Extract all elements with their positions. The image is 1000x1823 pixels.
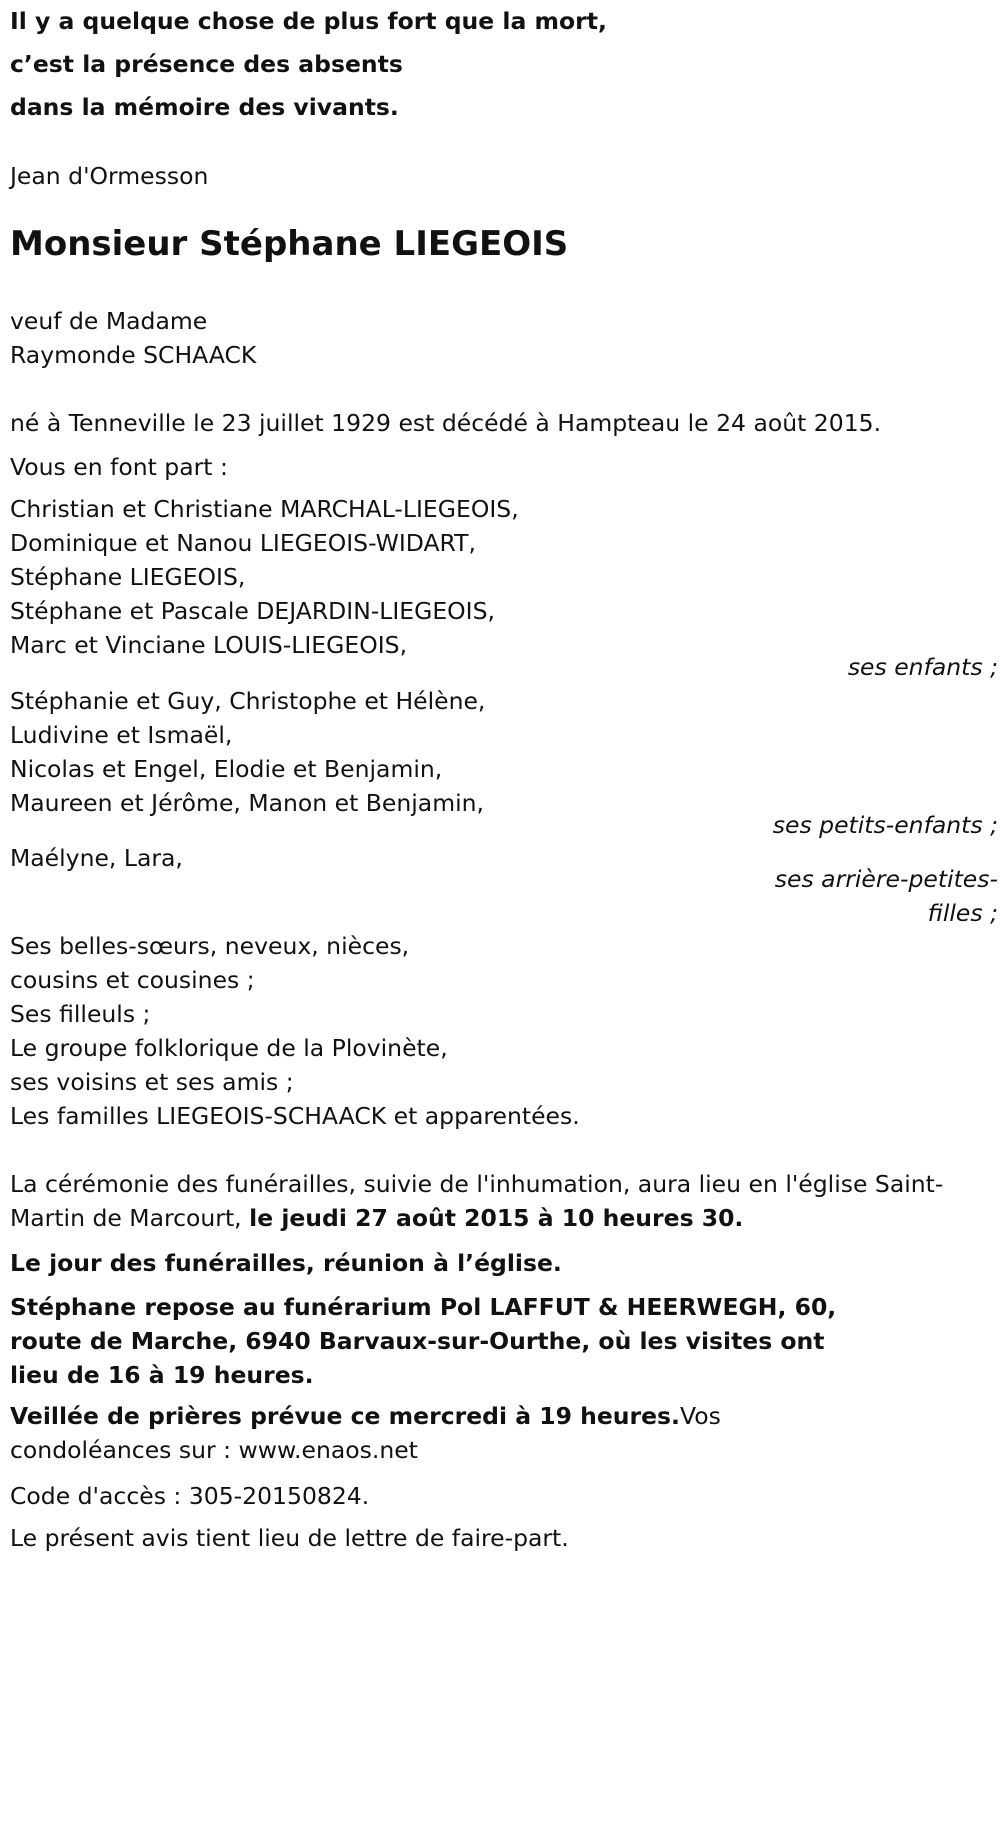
quote-line-1: Il y a quelque chose de plus fort que la mort,: [10, 7, 607, 35]
spouse-line-2: Raymonde SCHAACK: [10, 341, 257, 369]
ceremony-paragraph: [10, 1167, 998, 1235]
other-relatives-line: Ses belles-sœurs, neveux, nièces,: [10, 932, 410, 960]
vigil-text: Vos condoléances sur : www.enaos.net: [10, 1402, 721, 1464]
child-name: Dominique et Nanou LIEGEOIS-WIDART,: [10, 529, 476, 557]
quote-line-3: dans la mémoire des vivants.: [10, 93, 399, 121]
vigil-paragraph: [10, 1399, 840, 1467]
deceased-name: Monsieur Stéphane LIEGEOIS: [10, 224, 569, 264]
great-grandchildren-role-2: filles ;: [927, 899, 998, 927]
children-role: ses enfants ;: [847, 653, 998, 681]
other-relatives-line: cousins et cousines ;: [10, 966, 255, 994]
other-relatives-line: Le groupe folklorique de la Plovinète,: [10, 1034, 448, 1062]
other-relatives-line: Ses filleuls ;: [10, 1000, 151, 1028]
grandchild-name: Maureen et Jérôme, Manon et Benjamin,: [10, 789, 484, 817]
child-name: Stéphane LIEGEOIS,: [10, 563, 246, 591]
quote-author: Jean d'Ormesson: [10, 162, 209, 190]
grandchild-name: Nicolas et Engel, Elodie et Benjamin,: [10, 755, 443, 783]
closing-statement: Le présent avis tient lieu de lettre de faire-part.: [10, 1524, 569, 1552]
child-name: Marc et Vinciane LOUIS-LIEGEOIS,: [10, 631, 408, 659]
funerarium-info: Stéphane repose au funérarium Pol LAFFUT & HEERWEGH, 60, route de Marche, 6940 Barvaux-sur-Ourthe, où les visites ont lieu de 16 à 19 heures.: [10, 1293, 837, 1389]
grandchild-name: Stéphanie et Guy, Christophe et Hélène,: [10, 687, 486, 715]
great-grandchildren-role-1: ses arrière-petites-: [774, 865, 998, 893]
great-grandchildren-names: Maélyne, Lara,: [10, 844, 183, 872]
birth-death-line: né à Tenneville le 23 juillet 1929 est décédé à Hampteau le 24 août 2015.: [10, 409, 882, 437]
ceremony-text: La cérémonie des funérailles, suivie de l'inhumation, aura lieu en l'église Saint-Martin de Marcourt,: [10, 1170, 944, 1232]
grandchild-name: Ludivine et Ismaël,: [10, 721, 233, 749]
quote-line-2: c’est la présence des absents: [10, 50, 403, 78]
child-name: Christian et Christiane MARCHAL-LIEGEOIS,: [10, 495, 519, 523]
other-relatives-line: ses voisins et ses amis ;: [10, 1068, 294, 1096]
child-name: Stéphane et Pascale DEJARDIN-LIEGEOIS,: [10, 597, 495, 625]
other-relatives-line: Les familles LIEGEOIS-SCHAACK et apparentées.: [10, 1102, 580, 1130]
grandchildren-role: ses petits-enfants ;: [772, 811, 998, 839]
ceremony-date: le jeudi 27 août 2015 à 10 heures 30.: [249, 1204, 744, 1232]
access-code: Code d'accès : 305-20150824.: [10, 1482, 370, 1510]
spouse-line-1: veuf de Madame: [10, 307, 208, 335]
vigil-bold: Veillée de prières prévue ce mercredi à 19 heures.: [10, 1402, 680, 1430]
meeting-info: Le jour des funérailles, réunion à l’église.: [10, 1249, 562, 1277]
announcement: Vous en font part :: [10, 453, 228, 481]
